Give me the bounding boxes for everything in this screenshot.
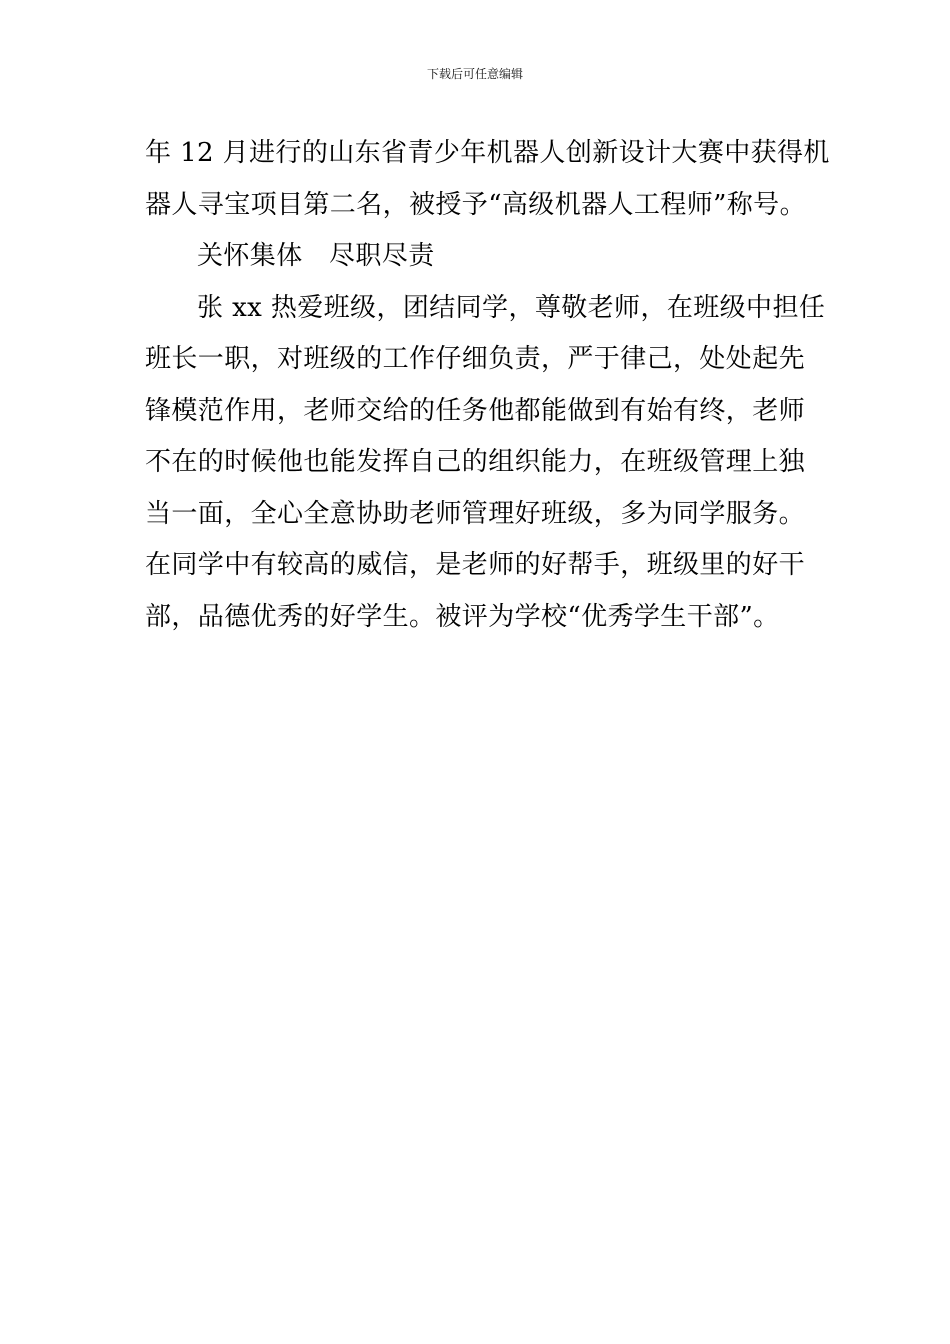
text-line: 当一面，全心全意协助老师管理好班级，多为同学服务。 [145, 498, 806, 529]
text-line: 器人寻宝项目第二名，被授予“高级机器人工程师”称号。 [145, 189, 806, 220]
text-line: 锋模范作用，老师交给的任务他都能做到有始有终，老师 [145, 395, 806, 426]
page-header-note: 下载后可任意编辑 [426, 67, 523, 81]
text-line: 不在的时候他也能发挥自己的组织能力，在班级管理上独 [145, 447, 806, 477]
text-line: 年 12 月进行的山东省青少年机器人创新设计大赛中获得机 [145, 138, 830, 168]
section-heading: 关怀集体 尽职尽责 [197, 241, 435, 271]
text-line: 在同学中有较高的威信，是老师的好帮手，班级里的好干 [145, 550, 806, 580]
text-line: 部，品德优秀的好学生。被评为学校“优秀学生干部”。 [145, 601, 780, 632]
text-line: 班长一职，对班级的工作仔细负责，严于律己，处处起先 [145, 344, 806, 374]
paragraph-first-line: 张 xx 热爱班级，团结同学，尊敬老师，在班级中担任 [197, 292, 826, 323]
document-body [145, 128, 830, 643]
